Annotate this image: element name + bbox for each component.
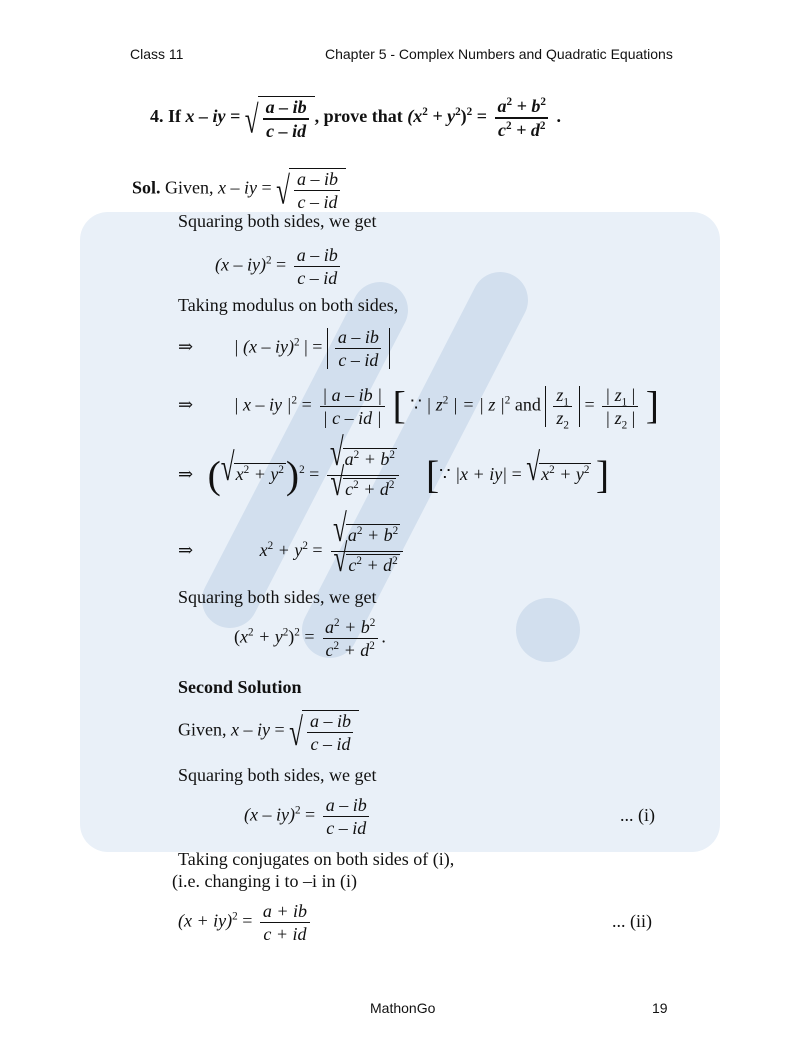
page-number: 19: [652, 1000, 668, 1016]
footer-brand: MathonGo: [370, 1000, 436, 1016]
header-chapter: Chapter 5 - Complex Numbers and Quadratic Equations: [325, 46, 673, 62]
eq-sqrt: ⇒ ( √ $x^2 + y^2$ )$^2$ = √ $a^2 + b^2$ √ $c^2 + d^2$ [∵ |x + iy| = √ $x^2 + y^2$ ]: [178, 432, 610, 505]
eq-i: (x – iy)$^2$ = $\frac{a - ib}{c - id}$: [244, 796, 373, 837]
text-modulus: Taking modulus on both sides,: [178, 295, 399, 315]
eq-squared: (x – iy)$^2$ = $\frac{a - ib}{c - id}$: [215, 246, 344, 287]
text-squaring: Squaring both sides, we get: [178, 211, 377, 231]
equation-tag-ii: ... (ii): [612, 911, 652, 931]
sqrt: √ $\frac{a - ib}{c - id}$: [245, 96, 315, 140]
sol-given: Sol. Given, x – iy = √ $\frac{a - ib}{c - id}$: [132, 168, 346, 211]
problem-statement: 4. If x – iy = √ $\frac{a - ib}{c - id}$ , prove that $(x^2 + y^2)^2$ = $\frac{a^2 + b^2}{c^2 + d^2}$ .: [150, 96, 561, 142]
header-class: Class 11: [130, 46, 184, 62]
text-conjugates: Taking conjugates on both sides of (i),: [178, 849, 455, 869]
text-ie: (i.e. changing i to –i in (i): [172, 871, 357, 891]
eq-ii: (x + iy)$^2$ = $\frac{a + ib}{c + id}$: [178, 902, 313, 943]
equation-tag-i: ... (i): [620, 805, 655, 825]
eq-modulus-1: ⇒ | (x – iy)$^2$ | = $\frac{a - ib}{c - id}$: [178, 328, 390, 369]
eq-result: $(x^2 + y^2)^2$ = $\frac{a^2 + b^2}{c^2 + d^2}$ .: [234, 617, 386, 660]
eq-modulus-2: ⇒ | x – iy $|^2$ = $\frac{| a - ib |}{| c - id |}$ [ ∵ | $z^2$ | = | z $|^2$ and $\frac{z_1}{z_2}$ = $\frac{| z_1 |}{| z_2 |}$ ]: [178, 383, 659, 432]
text-squaring-2: Squaring both sides, we get: [178, 587, 377, 607]
text-squaring-3: Squaring both sides, we get: [178, 765, 377, 785]
eq-sum-squares: ⇒ $x^2 + y^2$ = √ $a^2 + b^2$ √ $c^2 + d^2$: [178, 524, 406, 579]
second-solution-heading: Second Solution: [178, 677, 302, 697]
problem-number: 4.: [150, 106, 164, 127]
second-given: Given, x – iy = √ $\frac{a - ib}{c - id}$: [178, 710, 359, 753]
sol-label: Sol.: [132, 177, 161, 198]
implies-arrow: ⇒: [178, 336, 194, 357]
